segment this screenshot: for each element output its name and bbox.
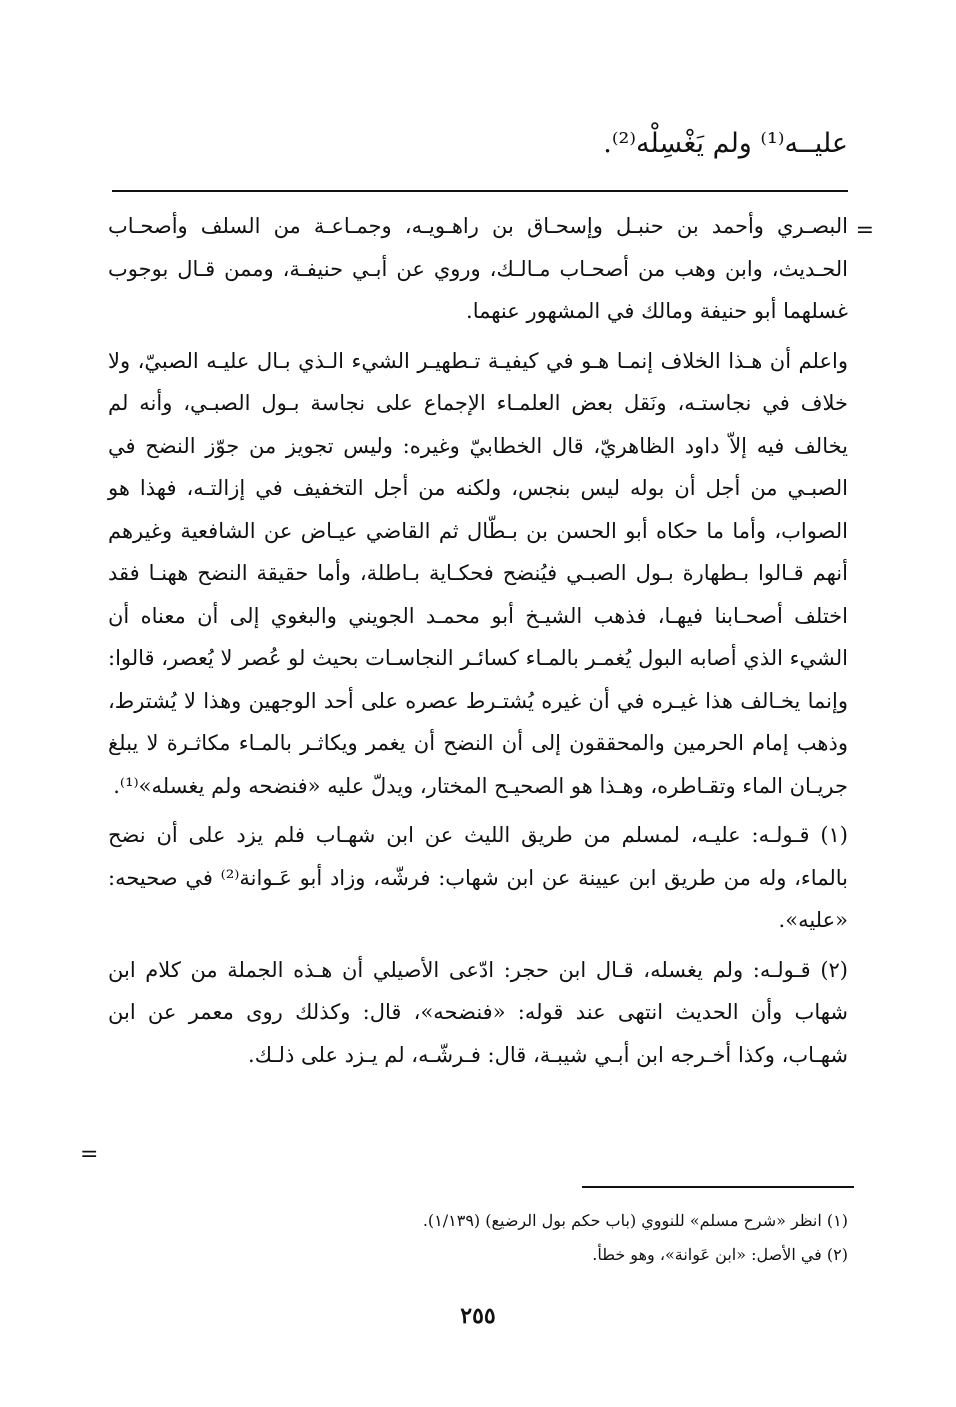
commentary-paragraph: البصـري وأحمد بن حنبـل وإسحـاق بن راهـويـه، وجمـاعـة من السلف وأصحـاب الحـديث، وابن وهب من أصحـاب مـالـك، وروي عن أبـي حنيفـة، وممن قـال بوجوب غسلهما أبو حنيفة ومالك في المشهور عنهما. bbox=[108, 214, 848, 323]
footnotes bbox=[288, 1204, 848, 1272]
continuation-mark-end: = bbox=[80, 1142, 99, 1167]
commentary-section bbox=[108, 205, 848, 1076]
footnote: (١) انظر «شرح مسلم» للنووي (باب حكم بول الرضيع) (١/١٣٩). bbox=[422, 1211, 848, 1230]
commentary-paragraph: واعلم أن هـذا الخلاف إنمـا هـو في كيفيـة تـطهيـر الشيء الـذي بـال عليـه الصبيّ، ولا خلاف في نجاستـه، ونَقل بعض العلمـاء الإجماع على نجاسة بـول الصبـي، وأنه لم يخالف فيه إلاّ داود الظاهريّ، قال الخطابيّ وغيره: وليس تجويز من جوّز النضح في الصبـي من أجل أن بوله ليس بنجس، ولكنه من أجل التخفيف في إزالتـه، فهذا هو الصواب، وأما ما حكاه أبو الحسن بن بـطّال ثم القاضي عيـاض عن الشافعية وغيرهم أنهم قـالوا بـطهارة بـول الصبـي فيُنضح فحكـاية بـاطلة، وأما حقيقة النضح ههنـا فقد اختلف أصحـابنا فيهـا، فذهب الشيـخ أبو محمـد الجويني والبغوي إلى أن معناه أن الشيء الذي أصابه البول يُغمـر بالمـاء كسائـر النجاسـات بحيث لو عُصر لا يُعصر، قالوا: وإنما يخـالف هذا غيـره في أن غيره يُشتـرط عصره على أحد الوجهين وهذا لا يُشترط، وذهب إمام الحرمين والمحققون إلى أن النضح أن يغمر ويكاثـر بالمـاء مكاثـرة لا يبلغ جريـان الماء وتقـاطره، وهـذا هو الصحيـح المختار، ويدلّ عليه «فنضحه ولم يغسله»⁽¹⁾. bbox=[108, 348, 848, 798]
main-text-line: عليــه⁽¹⁾ ولم يَغْسِلْه⁽²⁾. bbox=[603, 128, 848, 159]
commentary-note-paragraph: (٢) قـولـه: ولم يغسله، قـال ابن حجر: ادّعى الأصيلي أن هـذه الجملة من كلام ابن شهاب وأن الحديث انتهى عند قوله: «فنضحه»، قال: وكذلك روى معمر عن ابن شهـاب، وكذا أخـرجه ابن أبـي شيبـة، قال: فـرشّـه، لم يـزد على ذلـك. bbox=[108, 957, 848, 1067]
main-text-separator bbox=[112, 190, 848, 192]
continuation-mark-start: = bbox=[855, 218, 874, 243]
footnote: (٢) في الأصل: «ابن عَوانة»، وهو خطأ. bbox=[592, 1245, 848, 1264]
footnote-separator bbox=[582, 1186, 854, 1188]
page-number: ٢٥٥ bbox=[460, 1303, 496, 1329]
commentary-note-paragraph: (١) قـولـه: عليـه، لمسلم من طريق الليث عن ابن شهـاب فلم يزد على أن نضح بالماء، وله من طريق ابن عيينة عن ابن شهاب: فرشّه، وزاد أبو عَـوانة⁽²⁾ في صحيحه: «عليه». bbox=[108, 823, 848, 932]
